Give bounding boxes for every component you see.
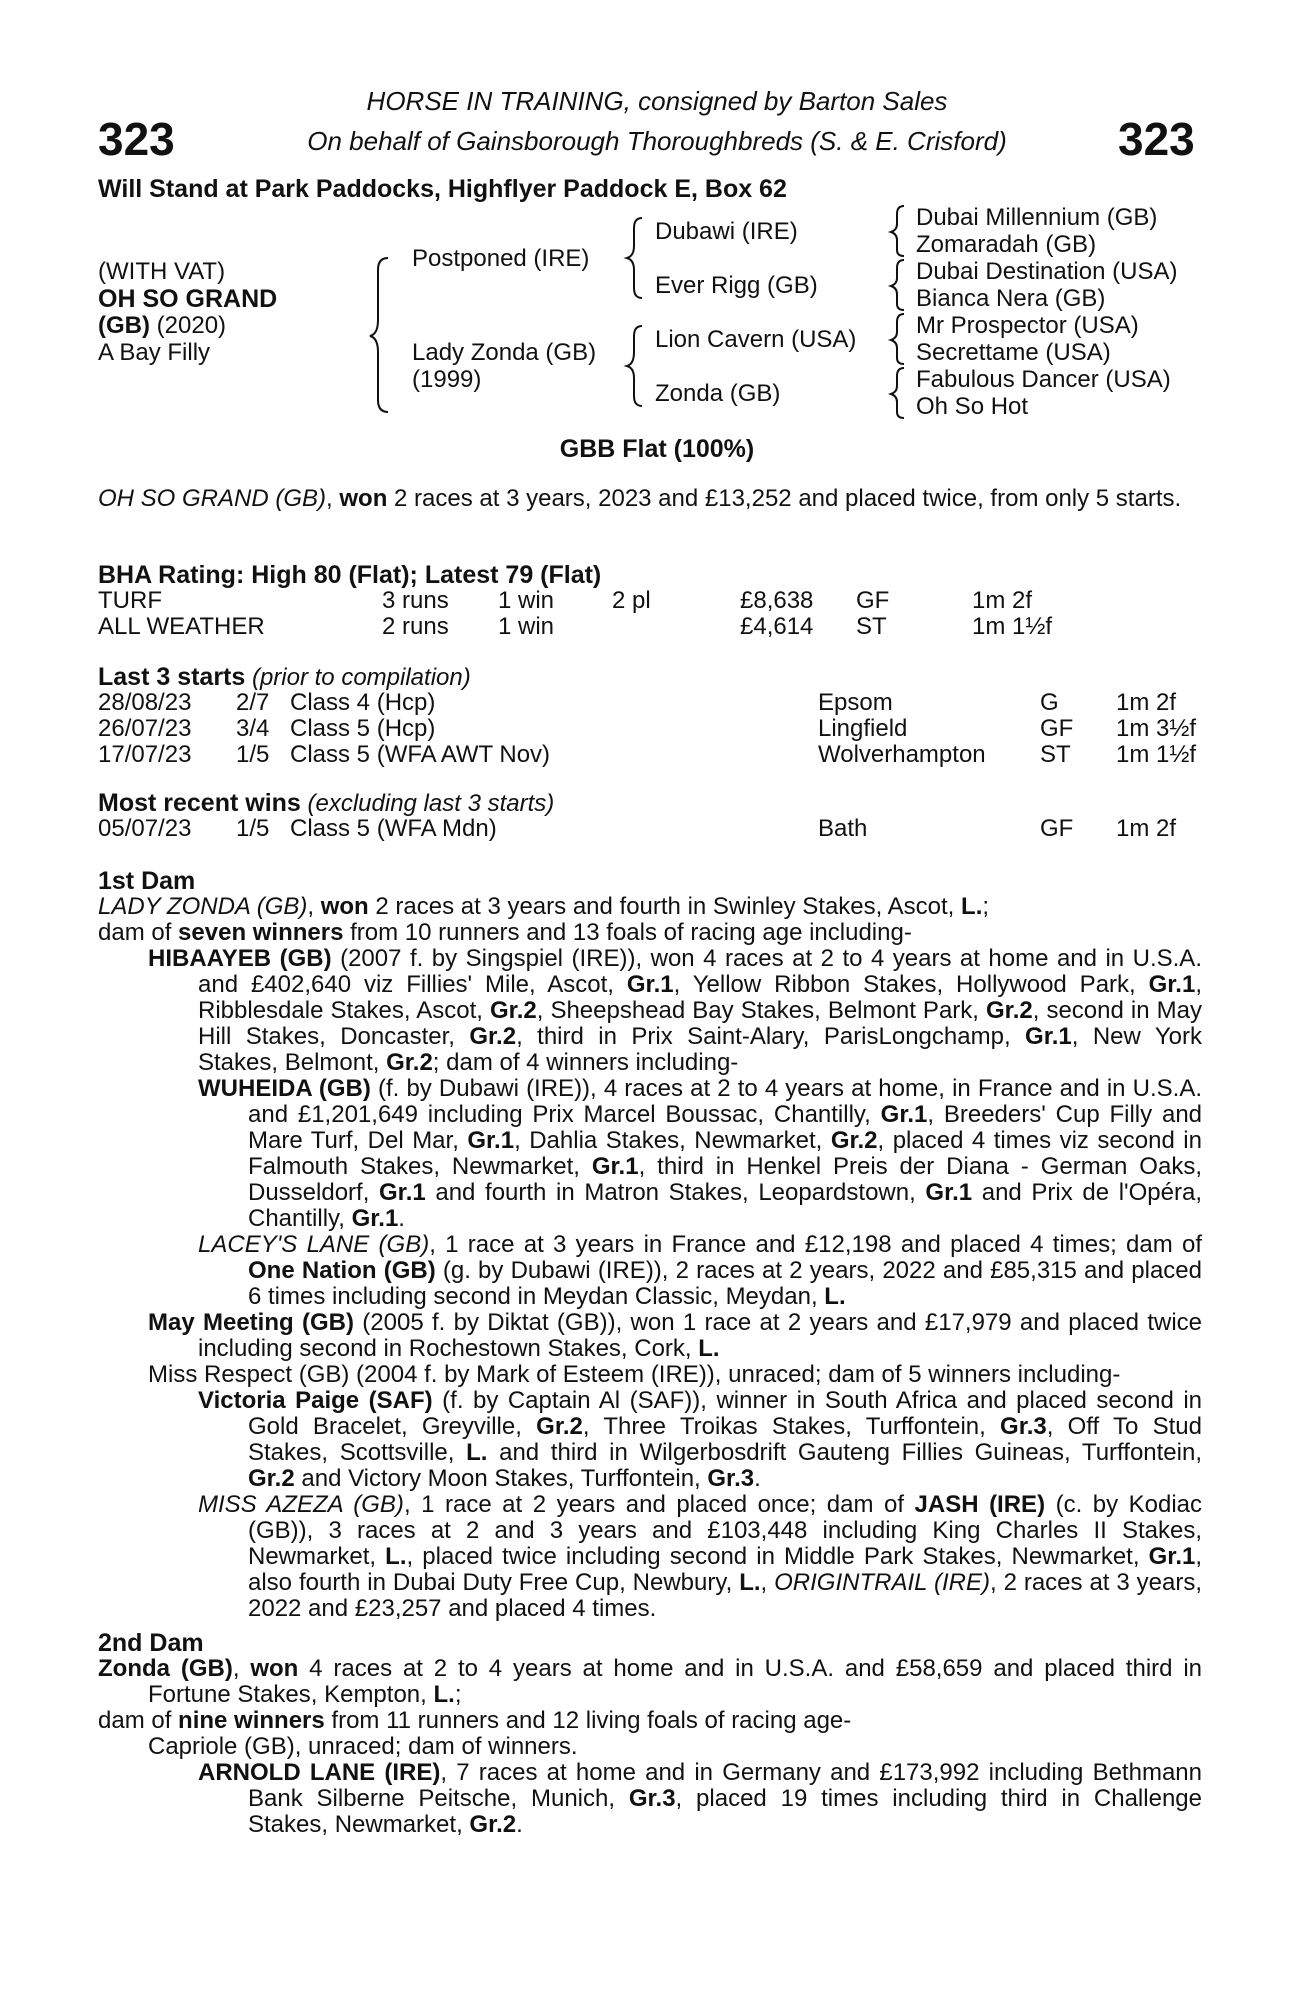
group-mark: Gr.2 [536, 1413, 583, 1440]
listed-mark: L. [739, 1569, 761, 1596]
text: (g. by Dubawi (IRE)), 2 races at 2 years, 2022 and £85,315 and placed 6 times including second in Meydan Classic, Meydan, [248, 1257, 1202, 1310]
second-dam-section [98, 1656, 1202, 1838]
last3-title [98, 664, 471, 691]
rating-amount: £8,638 [740, 587, 814, 614]
winners-count: nine winners [178, 1707, 325, 1734]
group-mark: Gr.1 [379, 1179, 426, 1206]
recent-note: (excluding last 3 starts) [300, 790, 555, 817]
win-distance: 1m 2f [1116, 815, 1177, 842]
main-brace [370, 258, 388, 412]
group-mark: Gr.2 [469, 1811, 517, 1838]
rating-distance: 1m 1½f [972, 613, 1053, 640]
produce-miss-respect: Miss Respect (GB) (2004 f. by Mark of Esteem (IRE)), unraced; dam of 5 winners including- [148, 1361, 1121, 1388]
text: dam of [98, 919, 179, 946]
pedigree-dam-sire: Lion Cavern (USA) [655, 326, 857, 353]
text: , 1 race at 2 years and placed once; dam of [403, 1491, 915, 1518]
pedigree-dam-dam: Zonda (GB) [655, 380, 781, 407]
recent-title-text: Most recent wins [98, 789, 301, 817]
start-position: 3/4 [236, 715, 270, 742]
text: , Dahlia Stakes, Newmarket, [514, 1127, 831, 1154]
rating-placed: 2 pl [612, 587, 651, 614]
listed-mark: L. [698, 1335, 720, 1362]
win-class: Class 5 (WFA Mdn) [290, 815, 497, 842]
start-course: Wolverhampton [818, 741, 986, 768]
start-date: 17/07/23 [98, 741, 192, 768]
rating-wins: 1 win [498, 613, 555, 640]
produce-name: MISS AZEZA (GB) [198, 1491, 404, 1518]
summary-name: OH SO GRAND (GB) [98, 485, 327, 512]
start-distance: 1m 1½f [1116, 741, 1197, 768]
text: ; [454, 1681, 462, 1708]
group-mark: Gr.1 [1148, 1543, 1196, 1570]
text: 2 races at 3 years and fourth in Swinley Stakes, Ascot, [368, 893, 962, 920]
summary-text: 2 races at 3 years, 2023 and £13,252 and placed twice, from only 5 starts. [387, 485, 1182, 512]
listed-mark: L. [466, 1439, 488, 1466]
group-mark: Gr.1 [925, 1179, 973, 1206]
rating-going: GF [856, 587, 890, 614]
gg-brace-2 [891, 260, 904, 310]
pedigree-dam: Lady Zonda (GB) [412, 339, 597, 366]
text: from 11 runners and 12 living foals of racing age- [324, 1707, 852, 1734]
text: dam of [98, 1707, 179, 1734]
produce-miss-azeza [198, 1492, 1202, 1622]
second-dam-para [98, 1656, 1202, 1708]
vat-label: (WITH VAT) [98, 258, 226, 285]
text: , 7 races at home and in Germany and £173,992 including Bethmann Bank Silberne Peitsche, Munich, [248, 1759, 1202, 1812]
win-date: 05/07/23 [98, 815, 192, 842]
text: , Sheepshead Bay Stakes, Belmont Park, [536, 997, 987, 1024]
produce-laceys-lane [198, 1232, 1202, 1310]
text: ; [982, 893, 990, 920]
gg-brace-4 [891, 368, 904, 418]
text: , also fourth in Dubai Duty Free Cup, Newbury, [248, 1543, 1203, 1596]
consignor-line: HORSE IN TRAINING, consigned by Barton Sales [366, 86, 948, 116]
lot-number-right: 323 [1118, 113, 1195, 165]
text: , Off To Stud Stakes, Scottsville, [248, 1413, 1202, 1466]
first-dam-title: 1st Dam [98, 867, 196, 895]
pedigree-g3: Dubai Destination (USA) [916, 258, 1178, 285]
listed-mark: L. [961, 893, 983, 920]
dam-name: Zonda (GB) [98, 1655, 233, 1682]
summary-won: won [339, 485, 388, 512]
group-mark: Gr.1 [591, 1153, 639, 1180]
group-mark: Gr.1 [1025, 1023, 1072, 1050]
text: (c. by Kodiac (GB)), 3 races at 2 and 3 years and £103,448 including King Charles II Stakes, Newmarket, [248, 1491, 1202, 1570]
second-dam-title: 2nd Dam [98, 1629, 204, 1657]
text: from 10 runners and 13 foals of racing age including- [343, 919, 912, 946]
produce-name: May Meeting (GB) [148, 1309, 354, 1336]
gg-brace-3 [891, 314, 904, 364]
text: , placed 19 times including third in Challenge Stakes, Newmarket, [248, 1785, 1202, 1838]
winners-count: seven winners [178, 919, 344, 946]
group-mark: Gr.1 [351, 1205, 399, 1232]
recent-wins-title [98, 790, 554, 817]
text: , placed 4 times viz second in Falmouth Stakes, Newmarket, [248, 1127, 1202, 1180]
rating-amount: £4,614 [740, 613, 814, 640]
produce-victoria-paige [198, 1388, 1202, 1492]
pedigree-g7: Fabulous Dancer (USA) [916, 366, 1171, 393]
start-distance: 1m 2f [1116, 689, 1177, 716]
sep: , [232, 1655, 251, 1682]
horse-name: OH SO GRAND [98, 285, 278, 313]
produce-hibaayeb [148, 946, 1202, 1076]
produce-name: WUHEIDA (GB) [198, 1075, 371, 1102]
horse-country: (GB) [98, 312, 150, 339]
produce-name: Victoria Paige (SAF) [198, 1387, 433, 1414]
produce-may-meeting [148, 1310, 1202, 1362]
text: , third in Prix Saint-Alary, ParisLongchamp, [516, 1023, 1026, 1050]
produce-name: JASH (IRE) [914, 1491, 1046, 1518]
pedigree-g5: Mr Prospector (USA) [916, 312, 1139, 339]
text: (f. by Dubawi (IRE)), 4 races at 2 to 4 years at home, in France and in U.S.A. and £1,201,649 including Prix Marcel Boussac, Chantilly, [248, 1075, 1202, 1128]
group-mark: Gr.3 [1000, 1413, 1047, 1440]
start-course: Epsom [818, 689, 893, 716]
start-position: 2/7 [236, 689, 270, 716]
text: ; dam of 4 winners including- [432, 1049, 739, 1076]
listed-mark: L. [824, 1283, 846, 1310]
rating-going: ST [856, 613, 887, 640]
text: 4 races at 2 to 4 years at home and in U.S.A. and £58,659 and placed third in Fortune Stakes, Kempton, [148, 1655, 1203, 1708]
last3-title-text: Last 3 starts [98, 663, 246, 691]
group-mark: Gr.3 [628, 1785, 676, 1812]
text: , Ribblesdale Stakes, Ascot, [198, 971, 1202, 1024]
pedigree-g2: Zomaradah (GB) [916, 231, 1097, 258]
text: and Prix de l'Opéra, Chantilly, [248, 1179, 1202, 1232]
gbb-status: GBB Flat (100%) [559, 435, 755, 463]
rating-runs: 3 runs [382, 587, 449, 614]
group-mark: Gr.1 [626, 971, 674, 998]
produce-capriole: Capriole (GB), unraced; dam of winners. [148, 1733, 578, 1760]
win-course: Bath [818, 815, 868, 842]
text: , second in May Hill Stakes, Doncaster, [198, 997, 1202, 1050]
group-mark: Gr.1 [1148, 971, 1196, 998]
group-mark: Gr.1 [880, 1101, 928, 1128]
first-dam-para [98, 894, 1202, 920]
text: , [760, 1569, 775, 1596]
produce-name: LACEY'S LANE (GB) [198, 1231, 430, 1258]
produce-arnold-lane [198, 1760, 1202, 1838]
win-position: 1/5 [236, 815, 270, 842]
pedigree-g8: Oh So Hot [916, 393, 1029, 420]
text: . [754, 1465, 761, 1492]
start-going: GF [1040, 715, 1074, 742]
pedigree-g1: Dubai Millennium (GB) [916, 204, 1158, 231]
text: and fourth in Matron Stakes, Leopardstown, [425, 1179, 926, 1206]
pedigree-sire-dam: Ever Rigg (GB) [655, 272, 818, 299]
last3-note: (prior to compilation) [245, 664, 471, 691]
won-word: won [250, 1655, 299, 1682]
start-distance: 1m 3½f [1116, 715, 1197, 742]
start-date: 28/08/23 [98, 689, 192, 716]
sire-brace [627, 218, 642, 298]
text: . [398, 1205, 405, 1232]
second-dam-produce-line [98, 1708, 1202, 1734]
start-course: Lingfield [818, 715, 908, 742]
rating-distance: 1m 2f [972, 587, 1033, 614]
produce-name: ORIGINTRAIL (IRE) [774, 1569, 990, 1596]
start-date: 26/07/23 [98, 715, 192, 742]
dam-name: LADY ZONDA (GB) [98, 893, 308, 920]
pedigree-g6: Secrettame (USA) [916, 339, 1111, 366]
start-class: Class 4 (Hcp) [290, 689, 436, 716]
produce-name: One Nation (GB) [248, 1257, 436, 1284]
listed-mark: L. [433, 1681, 455, 1708]
group-mark: Gr.2 [469, 1023, 517, 1050]
rating-surface: TURF [98, 587, 162, 614]
dam-brace [627, 326, 642, 406]
produce-wuheida [198, 1076, 1202, 1232]
pedigree-sire-sire: Dubawi (IRE) [655, 218, 798, 245]
pedigree-sire: Postponed (IRE) [412, 245, 590, 272]
group-mark: Gr.1 [467, 1127, 515, 1154]
vendor-line: On behalf of Gainsborough Thoroughbreds (S. & E. Crisford) [307, 126, 1007, 156]
produce-name: HIBAAYEB (GB) [148, 945, 332, 972]
sep: , [307, 893, 321, 920]
text: , Three Troikas Stakes, Turffontein, [582, 1413, 1001, 1440]
text: (2005 f. by Diktat (GB)), won 1 race at 2 years and £17,979 and placed twice including second in Rochestown Stakes, Cork, [198, 1309, 1202, 1362]
race-summary: OH SO GRAND (GB), won 2 races at 3 years, 2023 and £13,252 and placed twice, from only 5 starts. [98, 485, 1182, 512]
text: , Breeders' Cup Filly and Mare Turf, Del Mar, [248, 1101, 1203, 1154]
text: , Yellow Ribbon Stakes, Hollywood Park, [673, 971, 1149, 998]
start-going: G [1040, 689, 1059, 716]
rating-runs: 2 runs [382, 613, 449, 640]
group-mark: Gr.2 [490, 997, 537, 1024]
start-class: Class 5 (WFA AWT Nov) [290, 741, 551, 768]
text: (f. by Captain Al (SAF)), winner in South Africa and placed second in Gold Bracelet, Greyville, [248, 1387, 1202, 1440]
text: (2007 f. by Singspiel (IRE)), won 4 races at 2 to 4 years at home and in U.S.A. and £402,640 viz Fillies' Mile, Ascot, [198, 945, 1202, 998]
text: and third in Wilgerbosdrift Gauteng Fillies Guineas, Turffontein, [487, 1439, 1203, 1466]
group-mark: Gr.2 [386, 1049, 433, 1076]
rating-surface: ALL WEATHER [98, 613, 265, 640]
group-mark: Gr.2 [830, 1127, 878, 1154]
start-going: ST [1040, 741, 1071, 768]
horse-description: A Bay Filly [98, 339, 211, 366]
gg-brace-1 [891, 206, 904, 256]
stand-location: Will Stand at Park Paddocks, Highflyer Paddock E, Box 62 [98, 175, 787, 203]
first-dam-produce-line [98, 920, 1202, 946]
text: , third in Henkel Preis der Diana - German Oaks, Dusseldorf, [248, 1153, 1202, 1206]
text: and Victory Moon Stakes, Turffontein, [294, 1465, 708, 1492]
group-mark: Gr.2 [248, 1465, 295, 1492]
won-word: won [320, 893, 369, 920]
text: , 2 races at 3 years, 2022 and £23,257 and placed 4 times. [248, 1569, 1203, 1622]
produce-name: ARNOLD LANE (IRE) [198, 1759, 441, 1786]
bha-rating-title: BHA Rating: High 80 (Flat); Latest 79 (Flat) [98, 561, 602, 589]
text: , 1 race at 3 years in France and £12,198 and placed 4 times; dam of [429, 1231, 1203, 1258]
text: , New York Stakes, Belmont, [198, 1023, 1202, 1076]
pedigree-dam-year: (1999) [412, 366, 482, 393]
text: . [516, 1811, 523, 1838]
pedigree-g4: Bianca Nera (GB) [916, 285, 1106, 312]
win-going: GF [1040, 815, 1074, 842]
horse-year: (2020) [149, 312, 227, 339]
start-class: Class 5 (Hcp) [290, 715, 436, 742]
group-mark: Gr.2 [986, 997, 1033, 1024]
lot-number-left: 323 [98, 113, 175, 165]
text: , placed twice including second in Middle Park Stakes, Newmarket, [406, 1543, 1149, 1570]
group-mark: Gr.3 [707, 1465, 755, 1492]
rating-wins: 1 win [498, 587, 555, 614]
first-dam-section [98, 894, 1202, 1622]
listed-mark: L. [385, 1543, 407, 1570]
start-position: 1/5 [236, 741, 270, 768]
